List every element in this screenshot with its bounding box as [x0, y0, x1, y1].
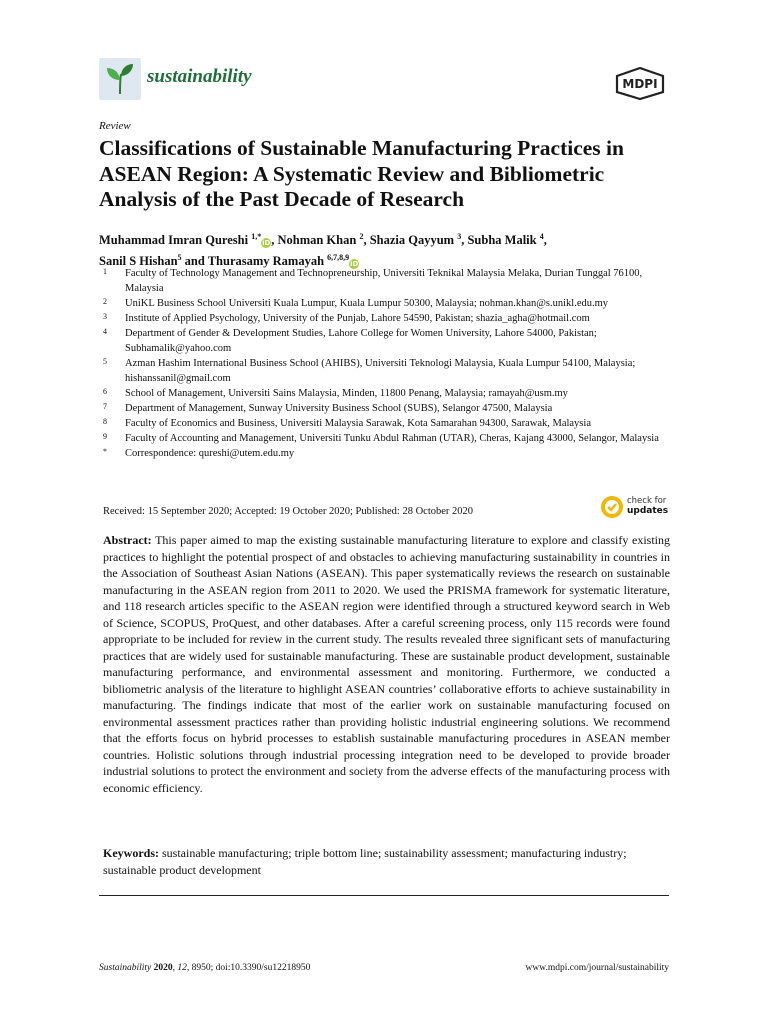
affiliation-item [103, 311, 683, 326]
affiliation-text: Department of Gender & Development Studies, Lahore College for Women University, Lahore 54000, Pakistan; Subhamalik@yahoo.com [125, 328, 597, 354]
article-type: Review [99, 120, 131, 132]
affiliation-list [103, 266, 683, 461]
affiliation-text: Department of Management, Sunway University Business School (SUBS), Selangor 47500, Malaysia [125, 403, 553, 414]
author-sup: 4 [539, 232, 544, 241]
keywords [103, 845, 670, 878]
affiliation-text: Institute of Applied Psychology, University of the Punjab, Lahore 54590, Pakistan; shazia_agha@hotmail.com [125, 313, 590, 324]
author-list: Muhammad Imran Qureshi $^{1,*}$iD, Nohman Khan $^2$, Shazia Qayyum $^3$, Subha Malik $^4$, Sanil S Hishan$^5$ and Thurasamy Ramayah $^{6,7,8,9}$iD [99, 232, 547, 269]
affiliation-item [103, 386, 683, 401]
footer-year: 2020 [153, 963, 173, 973]
sprout-icon [99, 58, 141, 100]
affiliation-number: 5 [103, 357, 107, 366]
check-updates-icon [600, 494, 624, 520]
author-sup: 1,* [251, 232, 262, 241]
correspondence-text: Correspondence: qureshi@utem.edu.my [125, 448, 295, 459]
affiliation-number: 6 [103, 387, 107, 396]
affiliation-text: Faculty of Economics and Business, Universiti Malaysia Sarawak, Kota Samarahan 94300, Sarawak, Malaysia [125, 418, 591, 429]
publisher-name: MDPI [622, 77, 658, 91]
affiliation-number: 7 [103, 402, 107, 411]
orcid-icon[interactable]: iD [350, 260, 359, 269]
author-name: Subha Malik [467, 233, 537, 248]
check-updates-label[interactable] [627, 496, 668, 516]
abstract-label: Abstract: [103, 533, 152, 547]
affiliation-item [103, 356, 683, 386]
abstract-text: This paper aimed to map the existing sustainable manufacturing literature to explore and classify existing practices to highlight the potential prospect of and obstacles to achieving manufacturing sustainability in countries in the Association of Southeast Asian Nations (ASEAN). This paper systematically reviews the research on sustainable manufacturing in the ASEAN region from 2011 to 2020. We used the PRISMA framework for systematic literature, and 118 research articles specific to the ASEAN region were identified through a structured keyword search in Web of Science, SCOPUS, ProQuest, and other databases. After a careful screening process, only 115 records were found appropriate to be included for review in the current study. The results revealed three significant sets of manufacturing practices that are widely used for sustainable manufacturing. These are sustainable product development, sustainable manufacturing performance, and environmental assessment and monitoring. Furthermore, we conducted a bibliometric analysis of the literature to highlight ASEAN countries’ collaborative efforts to achieve sustainability in manufacturing. The findings indicate that most of the earlier work on sustainable manufacturing focused on environmental assessment practices rather than providing holistic industrial engineering solutions. We recommend that the efforts focus on hybrid processes to establish sustainable manufacturing procedures in ASEAN member countries. Holistic solutions through industrial processing integration need to be developed to provide broader industrial solutions to protect the environment and society from the adverse effects of the manufacturing process with economic efficiency. [103, 533, 670, 795]
affiliation-number: 1 [103, 267, 107, 276]
affiliation-item [103, 401, 683, 416]
footer-doi: , 8950; doi:10.3390/su12218950 [186, 963, 311, 973]
footer-journal: Sustainability [99, 963, 152, 973]
publication-dates: Received: 15 September 2020; Accepted: 19 October 2020; Published: 28 October 2020 [103, 506, 474, 517]
author-name: Muhammad Imran Qureshi [99, 233, 249, 248]
footer-volume: 12 [177, 963, 187, 973]
author-sup: 3 [457, 232, 462, 241]
affiliation-item [103, 296, 683, 311]
orcid-icon[interactable]: iD [262, 239, 271, 248]
affiliation-text: School of Management, Universiti Sains Malaysia, Minden, 11800 Penang, Malaysia; ramayah@usm.my [125, 388, 568, 399]
keywords-text: sustainable manufacturing; triple bottom line; sustainability assessment; manufacturing industry; sustainable product development [103, 846, 627, 877]
affiliation-item [103, 416, 683, 431]
affiliation-item [103, 266, 683, 296]
affiliation-text: UniKL Business School Universiti Kuala Lumpur, Kuala Lumpur 50300, Malaysia; nohman.khan@s.unikl.edu.my [125, 298, 609, 309]
abstract [103, 532, 670, 796]
affiliation-number: 9 [103, 432, 107, 441]
affiliation-item [103, 431, 683, 446]
article-title: Classifications of Sustainable Manufacturing Practices in ASEAN Region: A Systematic Review and Bibliometric Analysis of the Past Decade of Research [99, 136, 624, 211]
check-updates-line1: check for [627, 496, 667, 506]
author-sup: 5 [177, 253, 182, 263]
affiliation-number: 3 [103, 312, 107, 321]
affiliation-number: 8 [103, 417, 107, 426]
journal-name: sustainability [147, 66, 252, 87]
author-sup: 6,7,8,9 [327, 253, 350, 263]
affiliation-number: * [103, 447, 107, 456]
author-name: Thurasamy Ramayah [207, 254, 325, 269]
citation-footer: Sustainability 2020, 12, 8950; doi:10.3390/su12218950 [99, 963, 311, 973]
author-name: Shazia Qayyum [369, 233, 455, 248]
publisher-logo [613, 66, 667, 100]
affiliation-text: Azman Hashim International Business School (AHIBS), Universiti Teknologi Malaysia, Kuala Lumpur 54100, Malaysia; hishanssanil@gmail.com [125, 358, 636, 384]
affiliation-text: Faculty of Accounting and Management, Universiti Tunku Abdul Rahman (UTAR), Cheras, Kajang 43000, Selangor, Malaysia [125, 433, 659, 444]
author-sup: 2 [359, 232, 364, 241]
affiliation-text: Faculty of Technology Management and Technopreneurship, Universiti Teknikal Malaysia Melaka, Durian Tunggal 76100, Malaysia [125, 268, 643, 294]
correspondence-item [103, 446, 683, 461]
check-updates-line2: updates [627, 506, 669, 516]
author-name: Sanil S Hishan [99, 254, 178, 269]
author-name: Nohman Khan [277, 233, 357, 248]
journal-url[interactable]: www.mdpi.com/journal/sustainability [525, 963, 669, 973]
affiliation-number: 2 [103, 297, 107, 306]
affiliation-number: 4 [103, 327, 107, 336]
keywords-label: Keywords: [103, 846, 159, 860]
affiliation-item [103, 326, 683, 356]
journal-logo [99, 58, 141, 100]
divider [99, 895, 669, 896]
